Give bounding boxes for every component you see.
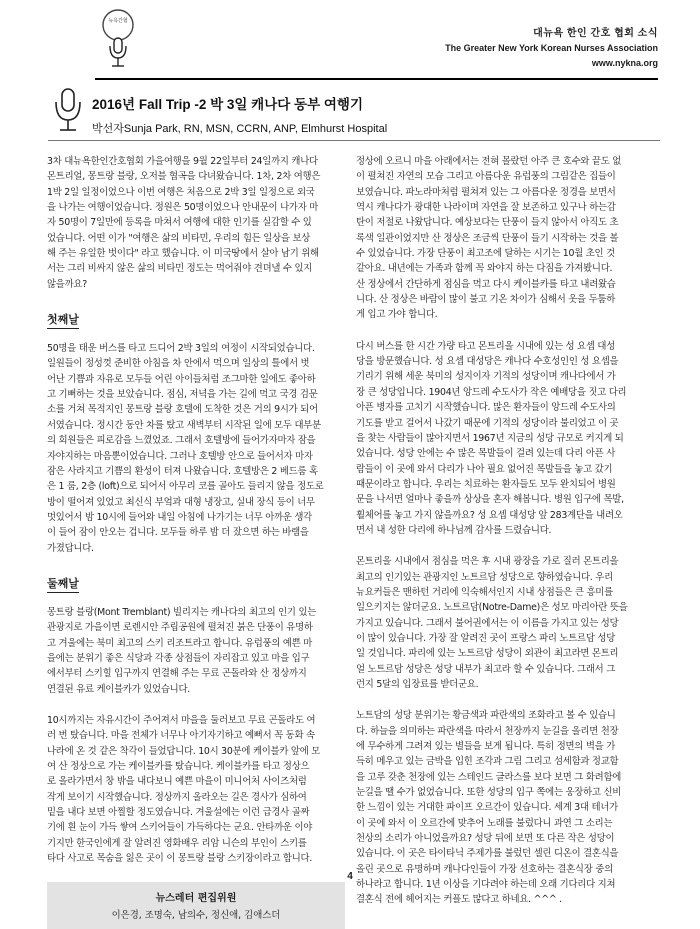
st-joseph-paragraph: 다시 버스를 한 시간 가량 타고 몬트리올 시내에 있는 성 요셉 대성 당을 방문했습니다. 성 요셉 대성당은 캐나다 수호성인인 성 요셉을 기리기 위해 세운 북미의 성지이자 기적의 성당이며 캐나다에서 가 장 큰 성당입니다. 1904년 앙드레 수도사가 작은 예배당을 짓고 다리 아픈 병자를 고치기 시작했습니다. 많은 환자들이 앙드레 수도사의 기도를 받고 걸어서 나갔기 때문에 기적의 성당이라 불리었고 이 곳 을 찾는 사람들이 많아지면서 1967년 지금의 성당 규모로 커지게 되 었습니다. 성당 안에는 수 많은 목발들이 걸려 있는데 다리 아픈 사 람들이 이 곳에 와서 다리가 나아 필요 없어진 목발들을 놓고 갔기 때문이라고 합니다. 우리는 치료하는 환자들도 모두 완치되어 병원 문을 나서면 얼마나 좋을까 상상을 혼자 해봅니다. 병원 입구에 목발, 휠체어를 놓고 가지 않을까요? 성 요셉 대성당 앞 283계단을 내려오 면서 내 성한 다리에 하나님께 감사를 드렸습니다.: [356, 340, 627, 536]
section-heading-day2: 둘째날: [47, 575, 79, 593]
editors-box: [47, 882, 345, 929]
editors-names: 이은경, 조명숙, 남의수, 정신애, 김애스더: [111, 910, 281, 922]
masthead-divider: [95, 78, 658, 80]
microphone-logo-icon: [100, 8, 136, 70]
org-english-name: The Greater New York Korean Nurses Association: [445, 43, 658, 53]
day1-paragraph: 50명을 태운 버스를 타고 드디어 2박 3일의 여정이 시작되었습니다. 일원들이 정성껏 준비한 아침을 차 안에서 먹으며 일상의 틀에서 벗 어난 기쁨과 자유로 모두들 어린 아이들처럼 조그마한 일에도 좋아하 고 기뻐하는 것을 보았습니다. 점심, 저녁을 가는 길에 먹고 국경 검문 소를 거쳐 목적지인 몽트랑 블랑 호텔에 도착한 것은 거의 9시가 되어 서였습니다. 정시간 동안 차를 탔고 새벽부터 시작된 일에 모두 대부분 의 회원들은 피로감을 느꼈었죠. 그래서 호텔방에 들어가자마자 잠을 자야지하는 마음뿐이었습니다. 그러나 호텔방 안으로 들어서자 마자 잠은 사라지고 기쁨의 환성이 터져 나왔습니다. 호텔방은 2 베드룸 혹 은 1 룸, 2층 (loft)으로 되어서 아무리 코를 골아도 들리지 않을 정도로 방이 떨어져 있었고 최신식 부엌과 대형 냉장고, 실내 장식 등이 너무 멋있어서 밤 10시에 들어와 내일 아침에 나가기는 너무 아까운 생각 이 들어 잠이 안오는 겁니다. 모두들 하루 밤 더 잤으면 하는 바램을 가졌답니다.: [47, 343, 324, 554]
masthead: [445, 26, 658, 71]
association-logo: [100, 8, 136, 70]
editors-title: 뉴스레터 편집위원: [155, 893, 237, 905]
article-title: 2016년 Fall Trip -2 박 3일 캐나다 동부 여행기: [92, 97, 364, 112]
article-author: 박선자Sunja Park, RN, MSN, CCRN, ANP, Elmhurst Hospital: [92, 123, 388, 135]
page-number: 4: [347, 871, 353, 882]
svg-text:뉴욕간협: 뉴욕간협: [108, 18, 128, 24]
right-column: [356, 154, 654, 924]
org-korean-name: 대뉴욕 한인 간호 협회 소식: [533, 28, 658, 39]
day2-paragraph-2: 10시까지는 자유시간이 주어져서 마을을 둘러보고 무료 곤돌라도 여 러 번 탔습니다. 마을 전체가 너무나 아기자기하고 예뻐서 꼭 동화 속 나라에 온 것 같은 착각이 들었답니다. 10시 30분에 케이블카 앞에 모 여 산 정상으로 가는 케이블카를 탔습니다. 케이블카를 타고 정상으 로 올라가면서 창 밖을 내다보니 예쁜 마을이 미니어처 사이즈처럼 작게 보이기 시작했습니다. 정상까지 올라오는 길은 경사가 심하여 밑을 내다 보면 아찔할 정도였습니다. 겨울설에는 이런 급경사 골짜 기에 흰 눈이 가득 쌓여 스키어들이 가득하다는 군요. 안타까운 이야 기지만 한국인에게 잘 알려진 영화배우 리암 니슨의 부인이 스키를 타다 사고로 목숨을 잃은 곳이 이 몽트랑 블랑 스키장이라고 합니다.: [47, 714, 321, 865]
intro-paragraph: 3차 대뉴욕한인간호협회 가을여행을 9월 22일부터 24일까지 캐나다 몬트리얼, 몽트랑 블랑, 오저블 협곡을 다녀왔습니다. 1차, 2차 여행은 1박 2일 일정이었으나 이번 여행은 처음으로 2박 3일 일정으로 외국 을 나가는 여행이었습니다. 정원은 50명이었으나 안내문이 나가자 마 자 50명이 7일만에 등록을 마쳐서 여행에 대한 인기를 실감할 수 있 었습니다. 어떤 이가 "여행은 삶의 비타민, 우리의 힘든 일상을 보상 해 주는 유일한 벗이다" 라고 했습니다. 이 미국땅에서 살아 남기 위해 서는 그리 비싸지 않은 삶의 비타민 정도는 먹어줘야 견뎌낼 수 있지 않을까요?: [47, 156, 321, 290]
section-heading-day1: 첫째날: [47, 311, 79, 329]
notre-dame-paragraph: 몬트리올 시내에서 점심을 먹은 후 시내 광장을 가로 질러 몬트리올 최고의 인기있는 관광지인 노트르담 성당으로 향하였습니다. 우리 뉴요커들은 맨하턴 거리에 익숙해서인지 시내 상점들은 큰 흥미를 일으키지는 않더군요. 노트르담(Notre-Dame)은 성모 마리아란 뜻을 가지고 있습니다. 그래서 불어권에서는 이 이름을 가지고 있는 성당 이 많이 있습니다. 가장 잘 알려진 곳이 프랑스 파리 노트르담 성당 일 것입니다. 파리에 있는 노트르담 성당이 외관이 최고라면 몬트리 얼 노트르담 성당은 성당 내부가 최고라 할 수 있습니다. 그래서 그 런지 5달의 입장료를 받더군요.: [356, 556, 628, 690]
website-link[interactable]: www.nykna.org: [591, 58, 658, 68]
title-divider: [48, 140, 660, 141]
microphone-icon: [50, 86, 86, 136]
day2-paragraph: 몽트랑 블랑(Mont Tremblant) 빌리지는 캐나다의 최고의 인기 있는 관광지로 가을이면 로렌시안 주립공원에 펼쳐진 붉은 단풍이 유명하 고 겨울에는 북미 최고의 스키 리조트라고 합니다. 유럽풍의 예쁜 마 을에는 분위기 좋은 식당과 각종 상점들이 자리잡고 있고 마을 입구 에서부터 스키힐 입구까지 연결해 주는 무료 곤돌라와 산 정상까지 연결된 유료 케이블카가 있었습니다.: [47, 606, 317, 695]
summit-paragraph: 정상에 오르니 마을 아래에서는 전혀 몰랐던 아주 큰 호수와 끝도 없 이 펼쳐진 자연의 모습 그리고 아름다운 유럽풍의 그림같은 집들이 보였습니다. 파노라마처럼 펼쳐져 있는 그 아름다운 정경을 보면서 역시 캐나다가 광대한 나라이며 자연을 잘 보존하고 있구나 하는감 탄이 저절로 나왔답니다. 예상보다는 단풍이 들지 않아서 아직도 초 록색 일관이었지만 산 정상은 조금씩 단풍이 들기 시작하는 것을 볼 수 있었습니다. 가장 단풍이 최고조에 달하는 시기는 10월 초인 것 같아요. 내년에는 가족과 함께 꼭 와야지 하는 다짐을 가져봤니다. 산 정상에서 간단하게 점심을 먹고 다시 케이블카를 타고 내려왔습 니다. 산 정상은 바람이 많이 불고 기온 차이가 심해서 옷을 두툼하 게 입고 가야 합니다.: [356, 156, 622, 321]
left-column: [47, 154, 345, 929]
notre-dame-interior-paragraph: 노트담의 성당 분위기는 황금색과 파란색의 조화라고 볼 수 있습니 다. 하늘을 의미하는 파란색을 따라서 천장까지 눈길을 올리면 천장 에 무수하게 그려져 있는 별들을 보게 됩니다. 특히 정면의 벽을 가 득히 메우고 있는 금박을 입힌 조각과 그림 그리고 섬세함과 정교함 을 고루 갖춘 천장에 있는 스테인드 글라스를 보다 보면 그 화려함에 눈길을 땔 수가 없었습니다. 또한 성당의 입구 쪽에는 웅장하고 신비 한 느낌이 있는 거대한 파이프 오르간이 있습니다. 세계 3대 테너가 이 곳에 와서 이 오르간에 맞추어 노래를 불렀다니 과연 그 소리는 천상의 소리가 아니었을까요? 성당 뒤에 보면 또 다른 작은 성당이 있습니다. 이 곳은 타이타닉 주제가를 불렀던 셀린 디온이 결혼식을 올린 곳으로 유명하며 캐나다인들이 가장 선호하는 결혼식장 중의 하나라고 합니다. 1년 이상을 기다려야 하는데 오래 기다리다 지쳐 결혼식 전에 헤어지는 커플도 많다고 하네요. ^^^ .: [356, 710, 622, 906]
title-microphone: [50, 86, 86, 136]
